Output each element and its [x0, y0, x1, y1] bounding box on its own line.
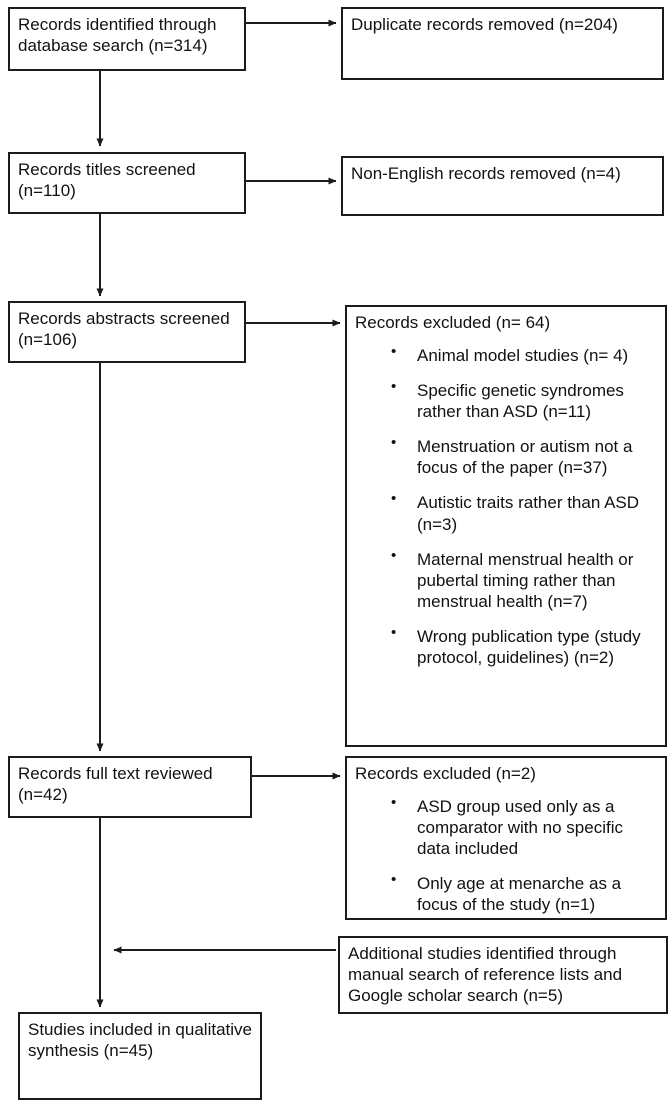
box-records-excluded-fulltext: [345, 756, 667, 920]
box-records-titles-screened: Records titles screened (n=110): [8, 152, 246, 214]
box-duplicates-removed: Duplicate records removed (n=204): [341, 7, 664, 80]
list-item: • ASD group used only as a comparator with no specific data included: [417, 796, 651, 859]
excluded-abstracts-list: [355, 345, 657, 668]
list-item: • Menstruation or autism not a focus of the paper (n=37): [417, 436, 651, 478]
list-item: • Animal model studies (n= 4): [417, 345, 651, 366]
box-records-full-text-reviewed: Records full text reviewed (n=42): [8, 756, 252, 818]
list-item: • Specific genetic syndromes rather than ASD (n=11): [417, 380, 651, 422]
excluded-fulltext-list: [355, 796, 657, 915]
excluded-abstracts-title: Records excluded (n= 64): [355, 313, 551, 332]
box-additional-studies: Additional studies identified through manual search of reference lists and Google scholar search (n=5): [338, 936, 668, 1014]
box-records-identified: Records identified through database search (n=314): [8, 7, 246, 71]
box-records-abstracts-screened: Records abstracts screened (n=106): [8, 301, 246, 363]
excluded-fulltext-title: Records excluded (n=2): [355, 764, 536, 783]
list-item: • Only age at menarche as a focus of the study (n=1): [417, 873, 651, 915]
list-item: • Maternal menstrual health or pubertal timing rather than menstrual health (n=7): [417, 549, 651, 612]
list-item: • Autistic traits rather than ASD (n=3): [417, 492, 651, 534]
list-item: • Wrong publication type (study protocol, guidelines) (n=2): [417, 626, 651, 668]
box-studies-included: Studies included in qualitative synthesis (n=45): [18, 1012, 262, 1100]
box-records-excluded-abstracts: [345, 305, 667, 747]
box-non-english-removed: Non-English records removed (n=4): [341, 156, 664, 216]
